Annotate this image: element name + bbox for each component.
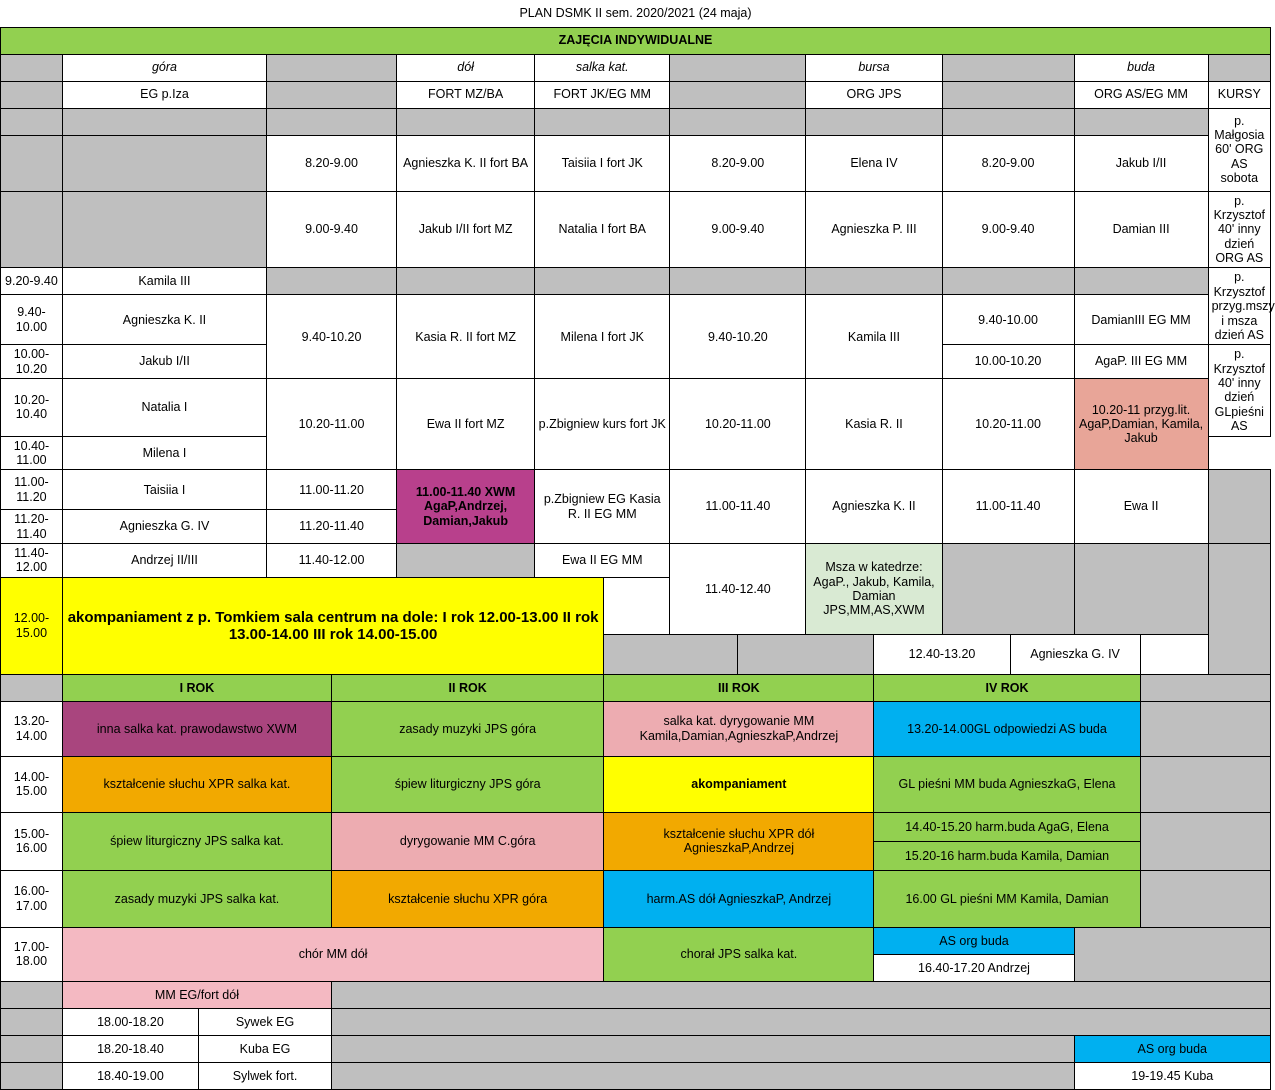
spacer-cell: [1, 674, 63, 701]
bursa-r2: Agnieszka P. III: [806, 191, 942, 268]
rok-iv-r4: 15.20-16 harm.buda Kamila, Damian: [874, 841, 1140, 870]
teacher-eg-iza: EG p.Iza: [62, 81, 266, 108]
spacer-cell: [1208, 470, 1270, 544]
rok-i-r4: zasady muzyki JPS salka kat.: [62, 870, 331, 927]
spacer-cell: [332, 1062, 1075, 1089]
rok-iii-r1: salka kat. dyrygowanie MM Kamila,Damian,AgnieszkaP,Andrzej: [604, 701, 874, 756]
buda-r7: Agnieszka G. IV: [1010, 634, 1140, 674]
spacer-cell: [535, 108, 670, 135]
gora-r7: Agnieszka G. IV: [62, 510, 266, 544]
buda-r6: Ewa II: [1074, 470, 1208, 544]
rok-iii-r2: akompaniament: [604, 756, 874, 812]
teacher-kursy: KURSY: [1208, 81, 1270, 108]
bursa-r4: Kasia R. II: [806, 379, 942, 470]
spacer-cell: [1140, 756, 1270, 812]
spacer-cell: [332, 981, 1271, 1008]
time-0940: 9.40-10.00: [1, 295, 63, 345]
dol-r3: Kasia R. II fort MZ: [397, 295, 535, 379]
dol-r1: Agnieszka K. II fort BA: [397, 135, 535, 191]
spacer-cell: [1208, 544, 1270, 675]
spacer-cell: [1074, 268, 1208, 295]
buda-r4: AgaP. III EG MM: [1074, 345, 1208, 379]
dol-time-1020: 10.20-11.00: [267, 379, 397, 470]
rok-ii-r3: dyrygowanie MM C.góra: [332, 812, 604, 870]
rok-i-r6: MM EG/fort dół: [62, 981, 331, 1008]
spacer-cell: [1, 1008, 63, 1035]
dol-time-0900: 9.00-9.40: [267, 191, 397, 268]
spacer-cell: [267, 268, 397, 295]
teacher-fort-mz-ba: FORT MZ/BA: [397, 81, 535, 108]
gora-r4: Natalia I: [62, 379, 266, 437]
buda-time-1240: 12.40-13.20: [874, 634, 1010, 674]
spacer-cell: [535, 268, 670, 295]
evening-r3: Sylwek fort.: [199, 1062, 332, 1089]
spacer-cell: [1, 981, 63, 1008]
spacer-cell: [332, 1008, 1271, 1035]
rok-iv-r1: 13.20-14.00GL odpowiedzi AS buda: [874, 701, 1140, 756]
bursa-r1: Elena IV: [806, 135, 942, 191]
spacer-cell: [1074, 927, 1270, 981]
time-0920: 9.20-9.40: [1, 268, 63, 295]
spacer-cell: [670, 81, 806, 108]
time-1840: 18.40-19.00: [62, 1062, 198, 1089]
kursy-krzysztof-1: p. Krzysztof 40' inny dzień ORG AS: [1208, 191, 1270, 268]
spacer-cell: [942, 268, 1074, 295]
spacer-cell: [1140, 870, 1270, 927]
spacer-cell: [1, 1035, 63, 1062]
dol-time-0940: 9.40-10.20: [267, 295, 397, 379]
spacer-cell: [1140, 701, 1270, 756]
time-1400: 14.00-15.00: [1, 756, 63, 812]
spacer-cell: [1074, 108, 1208, 135]
time-1320: 13.20-14.00: [1, 701, 63, 756]
rok-iv-r5: 16.00 GL pieśni MM Kamila, Damian: [874, 870, 1140, 927]
evening-r2: Kuba EG: [199, 1035, 332, 1062]
gora-r1: Kamila III: [62, 268, 266, 295]
col-header-gora: góra: [62, 54, 266, 81]
time-1820: 18.20-18.40: [62, 1035, 198, 1062]
spacer-cell: [62, 191, 266, 268]
teacher-org-as-eg: ORG AS/EG MM: [1074, 81, 1208, 108]
bursa-time-1140: 11.40-12.40: [670, 544, 806, 635]
spacer-cell: [397, 108, 535, 135]
rok-ii-r4: kształcenie słuchu XPR góra: [332, 870, 604, 927]
rok-iii-r3: kształcenie słuchu XPR dół AgnieszkaP,Andrzej: [604, 812, 874, 870]
spacer-cell: [942, 544, 1074, 635]
spacer-cell: [942, 54, 1074, 81]
spacer-cell: [670, 108, 806, 135]
dol-r5-xwm: 11.00-11.40 XWM AgaP,Andrzej, Damian,Jakub: [397, 470, 535, 544]
buda-time-1020: 10.20-11.00: [942, 379, 1074, 470]
spacer-cell: [604, 634, 738, 674]
spacer-cell: [670, 54, 806, 81]
spacer-cell: [1, 191, 63, 268]
rok-iii-r5-choral: chorał JPS salka kat.: [604, 927, 874, 981]
col-header-dol: dół: [397, 54, 535, 81]
dol-time-1100: 11.00-11.20: [267, 470, 397, 510]
rok-i-r5-chor: chór MM dół: [62, 927, 603, 981]
gora-r8: Andrzej II/III: [62, 544, 266, 578]
spacer-cell: [942, 108, 1074, 135]
time-1100: 11.00-11.20: [1, 470, 63, 510]
bursa-r3: Kamila III: [806, 295, 942, 379]
salka-r2: Natalia I fort BA: [535, 191, 670, 268]
bursa-time-0940: 9.40-10.20: [670, 295, 806, 379]
spacer-cell: [1, 81, 63, 108]
time-1600: 16.00-17.00: [1, 870, 63, 927]
time-1500: 15.00-16.00: [1, 812, 63, 870]
spacer-cell: [62, 135, 266, 191]
bursa-r6-msza: Msza w katedrze: AgaP., Jakub, Kamila, Damian JPS,MM,AS,XWM: [806, 544, 942, 635]
evening-r1: Sywek EG: [199, 1008, 332, 1035]
akompaniament-note: akompaniament z p. Tomkiem sala centrum na dole: I rok 12.00-13.00 II rok 13.00-14.00 III rok 14.00-15.00: [62, 577, 603, 674]
buda-r3: DamianIII EG MM: [1074, 295, 1208, 345]
salka-r1: Taisiia I fort JK: [535, 135, 670, 191]
bursa-time-1020: 10.20-11.00: [670, 379, 806, 470]
evening-as-org: AS org buda: [1074, 1035, 1270, 1062]
col-header-buda: buda: [1074, 54, 1208, 81]
spacer-cell: [1208, 54, 1270, 81]
spacer-cell: [267, 108, 397, 135]
dol-r2: Jakub I/II fort MZ: [397, 191, 535, 268]
buda-r2: Damian III: [1074, 191, 1208, 268]
buda-r1: Jakub I/II: [1074, 135, 1208, 191]
spacer-cell: [806, 108, 942, 135]
dol-r4: Ewa II fort MZ: [397, 379, 535, 470]
salka-r5: p.Zbigniew EG Kasia R. II EG MM: [535, 470, 670, 544]
spacer-cell: [1140, 812, 1270, 870]
bursa-time-0900: 9.00-9.40: [670, 191, 806, 268]
time-1800: 18.00-18.20: [62, 1008, 198, 1035]
time-1120: 11.20-11.40: [1, 510, 63, 544]
time-1140: 11.40-12.00: [1, 544, 63, 578]
dol-time-1140: 11.40-12.00: [267, 544, 397, 578]
spacer-cell: [397, 544, 535, 578]
rok-ii-r1: zasady muzyki JPS góra: [332, 701, 604, 756]
rok-header-i: I ROK: [62, 674, 331, 701]
gora-r2: Agnieszka K. II: [62, 295, 266, 345]
buda-time-0940: 9.40-10.00: [942, 295, 1074, 345]
col-header-salka: salka kat.: [535, 54, 670, 81]
spacer-cell: [1, 108, 63, 135]
spacer-cell: [942, 81, 1074, 108]
page-title: PLAN DSMK II sem. 2020/2021 (24 maja): [519, 6, 752, 21]
spacer-cell: [1, 135, 63, 191]
salka-r6: Ewa II EG MM: [535, 544, 670, 578]
gora-r6: Taisiia I: [62, 470, 266, 510]
spacer-cell: [1140, 674, 1270, 701]
spacer-cell: [670, 268, 806, 295]
bursa-r5: Agnieszka K. II: [806, 470, 942, 544]
bursa-time-0820: 8.20-9.00: [670, 135, 806, 191]
spacer-cell: [267, 81, 397, 108]
kursy-malgosia: p. Małgosia 60' ORG AS sobota: [1208, 108, 1270, 191]
spacer-cell: [1, 54, 63, 81]
spacer-cell: [1074, 544, 1208, 635]
dol-time-1120: 11.20-11.40: [267, 510, 397, 544]
rok-i-r2: kształcenie słuchu XPR salka kat.: [62, 756, 331, 812]
buda-r5: 10.20-11 przyg.lit. AgaP,Damian, Kamila, Jakub: [1074, 379, 1208, 470]
dol-time-0820: 8.20-9.00: [267, 135, 397, 191]
rok-iv-r7: 16.40-17.20 Andrzej: [874, 954, 1074, 981]
rok-iv-r6: AS org buda: [874, 927, 1074, 954]
teacher-fort-jk-eg: FORT JK/EG MM: [535, 81, 670, 108]
salka-r3: Milena I fort JK: [535, 295, 670, 379]
rok-iv-r2: GL pieśni MM buda AgnieszkaG, Elena: [874, 756, 1140, 812]
rok-ii-r2: śpiew liturgiczny JPS góra: [332, 756, 604, 812]
rok-header-ii: II ROK: [332, 674, 604, 701]
time-1020: 10.20-10.40: [1, 379, 63, 437]
spacer-cell: [1, 1062, 63, 1089]
buda-time-0820: 8.20-9.00: [942, 135, 1074, 191]
salka-r4: p.Zbigniew kurs fort JK: [535, 379, 670, 470]
spacer-cell: [62, 108, 266, 135]
rok-iv-r3: 14.40-15.20 harm.buda AgaG, Elena: [874, 812, 1140, 841]
teacher-org-jps: ORG JPS: [806, 81, 942, 108]
col-header-bursa: bursa: [806, 54, 942, 81]
rok-i-r1: inna salka kat. prawodawstwo XWM: [62, 701, 331, 756]
buda-time-0900: 9.00-9.40: [942, 191, 1074, 268]
rok-iii-r4: harm.AS dół AgnieszkaP, Andrzej: [604, 870, 874, 927]
kursy-krzysztof-2: p. Krzysztof przyg.mszy i msza dzień AS: [1208, 268, 1270, 345]
spacer-cell: [806, 268, 942, 295]
gora-r5: Milena I: [62, 436, 266, 470]
spacer-cell: [738, 634, 874, 674]
time-1200-1500: 12.00-15.00: [1, 577, 63, 674]
spacer-cell: [397, 268, 535, 295]
buda-time-1000: 10.00-10.20: [942, 345, 1074, 379]
rok-i-r3: śpiew liturgiczny JPS salka kat.: [62, 812, 331, 870]
evening-kuba: 19-19.45 Kuba: [1074, 1062, 1270, 1089]
section-band-individual: ZAJĘCIA INDYWIDUALNE: [1, 27, 1271, 54]
rok-header-iii: III ROK: [604, 674, 874, 701]
spacer-cell: [267, 54, 397, 81]
rok-header-iv: IV ROK: [874, 674, 1140, 701]
spacer-cell: [332, 1035, 1075, 1062]
gora-r3: Jakub I/II: [62, 345, 266, 379]
kursy-krzysztof-3: p. Krzysztof 40' inny dzień GLpieśni AS: [1208, 345, 1270, 436]
buda-time-1100: 11.00-11.40: [942, 470, 1074, 544]
time-1700: 17.00-18.00: [1, 927, 63, 981]
time-1040: 10.40-11.00: [1, 436, 63, 470]
bursa-time-1100: 11.00-11.40: [670, 470, 806, 544]
time-1000: 10.00-10.20: [1, 345, 63, 379]
